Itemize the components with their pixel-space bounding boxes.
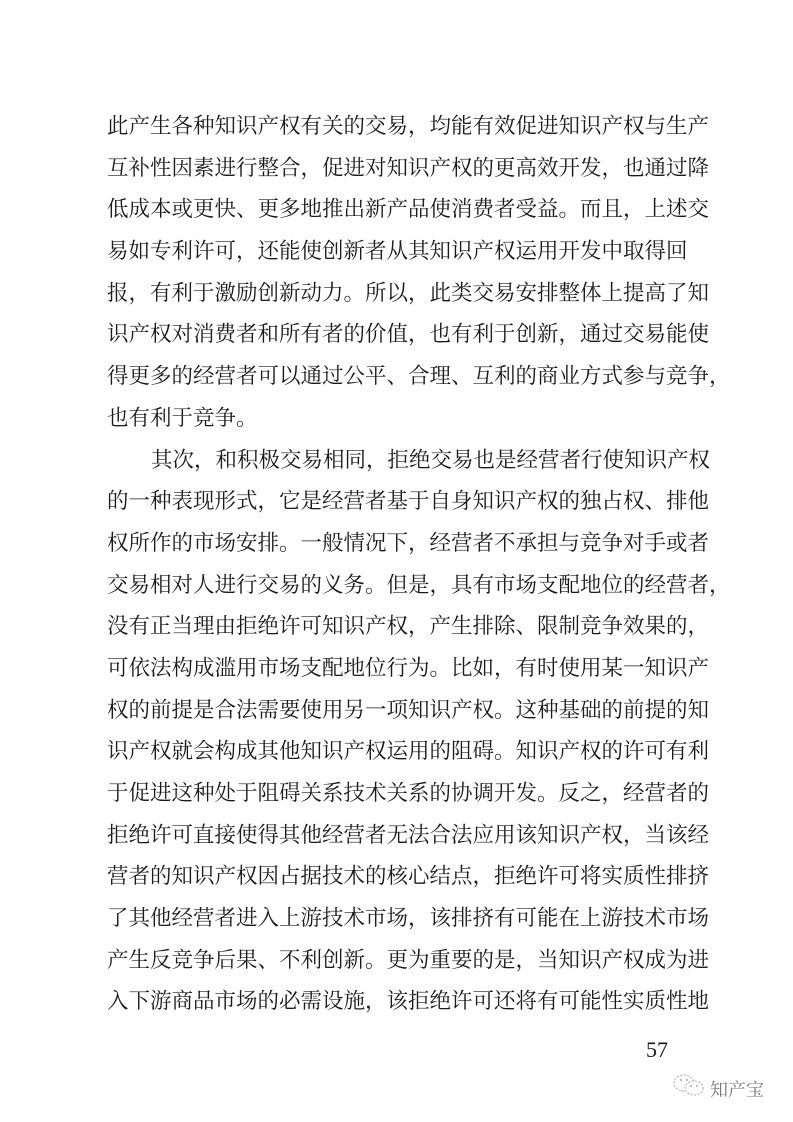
text-line: 此产生各种知识产权有关的交易，均能有效促进知识产权与生产 [107, 114, 710, 139]
text-line: 可依法构成滥用市场支配地位行为。比如，有时使用某一知识产 [107, 655, 710, 681]
text-line: 互补性因素进行整合，促进对知识产权的更高效开发，也通过降 [107, 155, 710, 181]
text-line: 得更多的经营者可以通过公平、合理、互利的商业方式参与竞争， [107, 364, 731, 390]
text-line: 低成本或更快、更多地推出新产品使消费者受益。而且，上述交 [107, 197, 710, 223]
text-line: 产生反竞争后果、不利创新。更为重要的是，当知识产权成为进 [107, 947, 710, 973]
text-line: 报，有利于激励创新动力。所以，此类交易安排整体上提高了知 [107, 280, 710, 306]
text-line: 拒绝许可直接使得其他经营者无法合法应用该知识产权，当该经 [107, 822, 710, 848]
text-line: 易如专利许可，还能使创新者从其知识产权运用开发中取得回 [107, 239, 688, 265]
text-line: 入下游商品市场的必需设施，该拒绝许可还将有可能性实质性地 [107, 989, 710, 1015]
text-line: 交易相对人进行交易的义务。但是，具有市场支配地位的经营者， [107, 572, 731, 598]
text-line: 权所作的市场安排。一般情况下，经营者不承担与竞争对手或者 [107, 530, 710, 556]
watermark-text: 知产宝 [710, 1079, 764, 1101]
text-line: 识产权对消费者和所有者的价值，也有利于创新，通过交易能使 [107, 322, 710, 348]
text-line: 于促进这种处于阻碍关系技术关系的协调开发。反之，经营者的 [107, 781, 710, 806]
text-line: 了其他经营者进入上游技术市场，该排挤有可能在上游技术市场 [107, 906, 710, 932]
watermark [672, 1073, 764, 1104]
page-number: 57 [646, 1037, 668, 1062]
document-body [107, 106, 731, 1023]
text-line: 没有正当理由拒绝许可知识产权，产生排除、限制竞争效果的， [107, 614, 710, 640]
text-line: 权的前提是合法需要使用另一项知识产权。这种基础的前提的知 [107, 697, 710, 723]
text-line: 其次，和积极交易相同，拒绝交易也是经营者行使知识产权 [151, 447, 711, 473]
text-line: 营者的知识产权因占据技术的核心结点，拒绝许可将实质性排挤 [107, 864, 710, 890]
text-line: 也有利于竞争。 [107, 405, 258, 431]
wechat-icon [672, 1073, 706, 1104]
text-line: 的一种表现形式，它是经营者基于自身知识产权的独占权、排他 [107, 489, 710, 515]
text-line: 识产权就会构成其他知识产权运用的阻碍。知识产权的许可有利 [107, 739, 710, 765]
